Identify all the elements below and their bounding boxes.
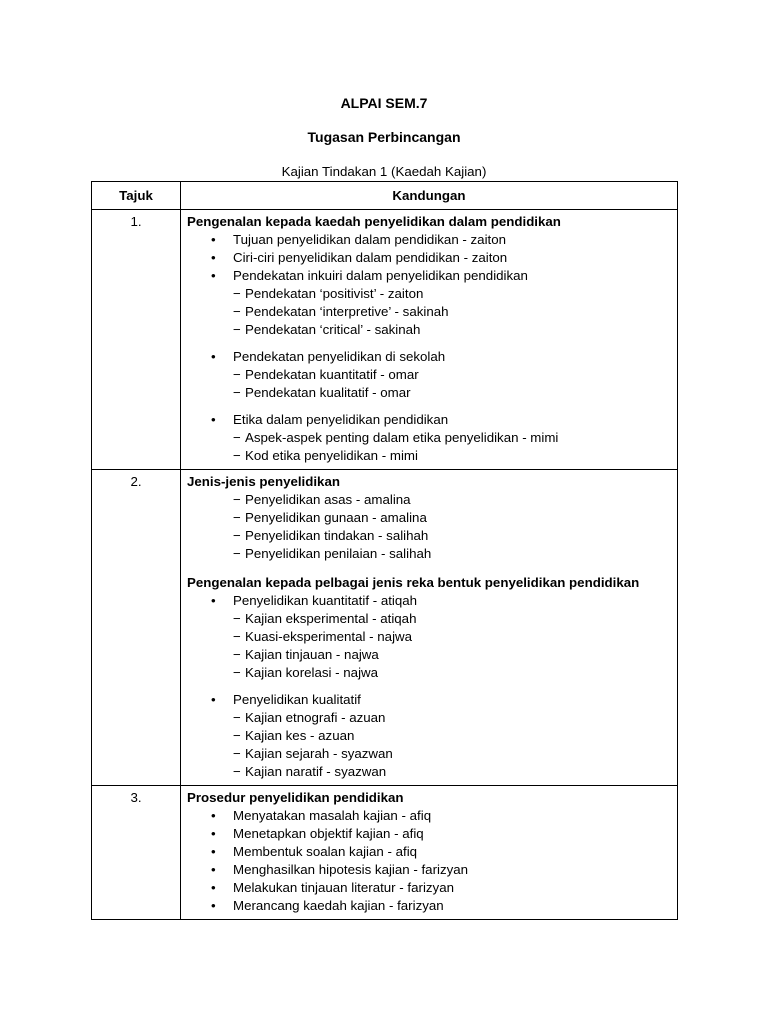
sub-list-item: − Kajian tinjauan - najwa xyxy=(233,646,671,664)
list-item-label: Etika dalam penyelidikan pendidikan xyxy=(233,412,449,427)
list-item-label: Penyelidikan kuantitatif - atiqah xyxy=(233,593,418,608)
dash-list xyxy=(233,429,671,465)
column-header-kandungan: Kandungan xyxy=(181,182,678,210)
sub-list-item: − Kajian etnografi - azuan xyxy=(233,709,671,727)
list-item: • Membentuk soalan kajian - afiq xyxy=(187,843,671,861)
sub-list-item: − Penyelidikan penilaian - salihah xyxy=(187,545,671,563)
document-title: ALPAI SEM.7 xyxy=(340,95,428,111)
dash-list xyxy=(233,709,671,781)
bullet-list xyxy=(187,592,671,682)
sub-list-item: − Pendekatan ‘positivist’ - zaiton xyxy=(233,285,671,303)
bullet-list xyxy=(187,231,671,339)
dash-list xyxy=(233,285,671,339)
sub-list-item: − Pendekatan ‘critical’ - sakinah xyxy=(233,321,671,339)
bullet-list xyxy=(187,691,671,781)
table-caption: Kajian Tindakan 1 (Kaedah Kajian) xyxy=(281,164,487,179)
section-title: Pengenalan kepada pelbagai jenis reka bentuk penyelidikan pendidikan xyxy=(187,575,640,590)
table-row xyxy=(92,470,678,786)
list-item: • Tujuan penyelidikan dalam pendidikan - zaiton xyxy=(187,231,671,249)
sub-list-item: − Pendekatan kuantitatif - omar xyxy=(233,366,671,384)
section-title: Jenis-jenis penyelidikan xyxy=(187,474,340,489)
row-number: 3. xyxy=(92,786,181,920)
list-item: • Menetapkan objektif kajian - afiq xyxy=(187,825,671,843)
sub-list-item: − Kajian naratif - syazwan xyxy=(233,763,671,781)
sub-list-item: − Penyelidikan gunaan - amalina xyxy=(187,509,671,527)
list-item: • Ciri-ciri penyelidikan dalam pendidikan - zaiton xyxy=(187,249,671,267)
row-content xyxy=(181,786,678,920)
sub-list-item: − Kuasi-eksperimental - najwa xyxy=(233,628,671,646)
bullet-list xyxy=(187,411,671,465)
topics-table xyxy=(91,181,678,920)
sub-list-item: − Kajian eksperimental - atiqah xyxy=(233,610,671,628)
table-row xyxy=(92,210,678,470)
row-content xyxy=(181,470,678,786)
sub-list-item: − Penyelidikan asas - amalina xyxy=(187,491,671,509)
sub-list-item: − Kajian korelasi - najwa xyxy=(233,664,671,682)
bullet-list xyxy=(187,348,671,402)
list-item xyxy=(187,348,671,402)
list-item-label: Pendekatan inkuiri dalam penyelidikan pendidikan xyxy=(233,268,528,283)
column-header-tajuk: Tajuk xyxy=(92,182,181,210)
row-content xyxy=(181,210,678,470)
sub-list-item: − Pendekatan kualitatif - omar xyxy=(233,384,671,402)
list-item xyxy=(187,411,671,465)
list-item-label: Penyelidikan kualitatif xyxy=(233,692,361,707)
sub-list-item: − Aspek-aspek penting dalam etika penyelidikan - mimi xyxy=(233,429,671,447)
list-item xyxy=(187,592,671,682)
list-item: • Menyatakan masalah kajian - afiq xyxy=(187,807,671,825)
bullet-list xyxy=(187,807,671,915)
document-subtitle: Tugasan Perbincangan xyxy=(307,129,461,145)
list-item xyxy=(187,691,671,781)
table-header-row xyxy=(92,182,678,210)
list-item xyxy=(187,267,671,339)
sub-list-item: − Kajian sejarah - syazwan xyxy=(233,745,671,763)
sub-list-item: − Penyelidikan tindakan - salihah xyxy=(187,527,671,545)
row-number: 2. xyxy=(92,470,181,786)
list-item: • Merancang kaedah kajian - farizyan xyxy=(187,897,671,915)
section-title: Prosedur penyelidikan pendidikan xyxy=(187,790,404,805)
list-item-label: Pendekatan penyelidikan di sekolah xyxy=(233,349,446,364)
list-item: • Melakukan tinjauan literatur - farizyan xyxy=(187,879,671,897)
sub-list-item: − Kod etika penyelidikan - mimi xyxy=(233,447,671,465)
dash-list xyxy=(187,491,671,563)
table-row xyxy=(92,786,678,920)
sub-list-item: − Pendekatan ‘interpretive’ - sakinah xyxy=(233,303,671,321)
section-title: Pengenalan kepada kaedah penyelidikan dalam pendidikan xyxy=(187,214,561,229)
list-item: • Menghasilkan hipotesis kajian - farizyan xyxy=(187,861,671,879)
row-number: 1. xyxy=(92,210,181,470)
sub-list-item: − Kajian kes - azuan xyxy=(233,727,671,745)
dash-list xyxy=(233,366,671,402)
dash-list xyxy=(233,610,671,682)
